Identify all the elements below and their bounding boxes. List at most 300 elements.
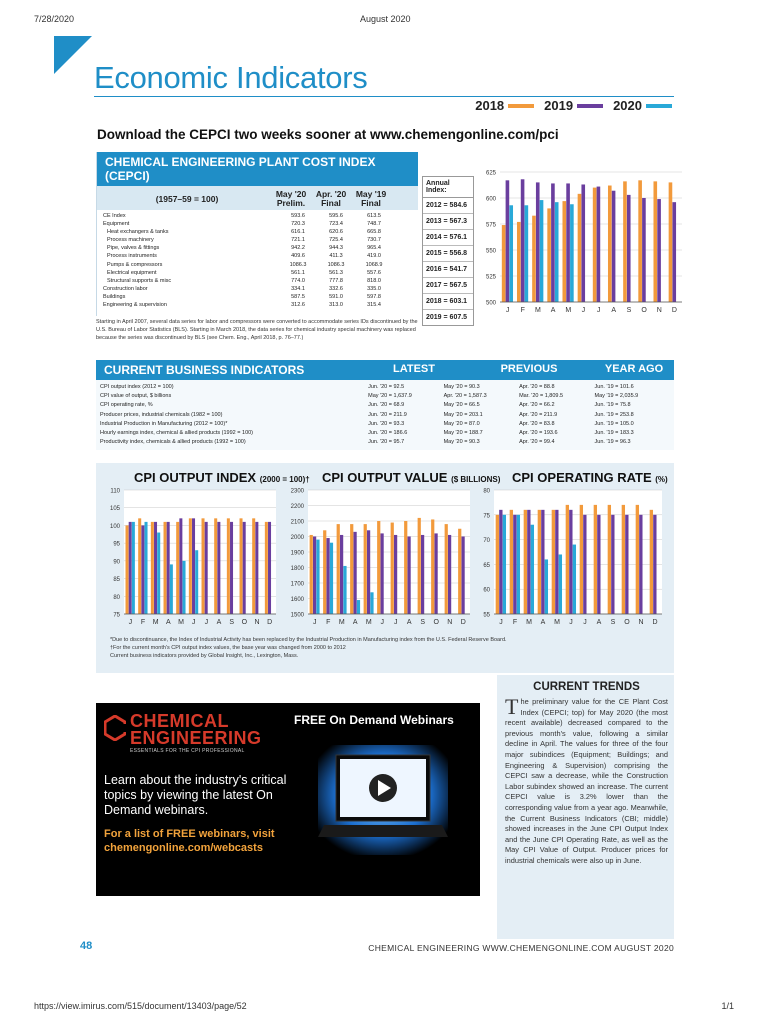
cepci-row-label: Process machinery [107, 237, 154, 244]
legend-item-2020 [613, 98, 672, 113]
cpi-output-value-chart [282, 486, 476, 634]
bar-2018 [524, 510, 527, 614]
bar-2019 [521, 179, 525, 302]
y-tick-label: 80 [483, 488, 490, 495]
x-tick-label: N [447, 619, 453, 626]
legend-swatch-2019 [577, 104, 603, 108]
x-tick-label: A [352, 619, 358, 626]
ad-logo-line2: ENGINEERING [130, 728, 262, 748]
cepci-row-value: 315.4 [367, 302, 381, 309]
cbi-cell-label: CPI operating rate, % [100, 402, 153, 409]
chart-title-output-value [322, 470, 500, 485]
cbi-cell-prev1: May '20 = 203.1 [443, 411, 483, 418]
cepci-row-value: 777.8 [329, 277, 343, 284]
cbi-cell-latest: Jun. '20 = 186.6 [368, 430, 408, 437]
ad-webcasts-link[interactable]: For a list of FREE webinars, visit chemengonline.com/webcasts [104, 828, 275, 854]
bar-2018 [202, 518, 205, 614]
cepci-row-label: Equipment [103, 221, 130, 228]
bar-2018 [580, 505, 583, 614]
bar-2018 [176, 522, 179, 614]
cbi-row [100, 383, 670, 392]
webinar-ad[interactable] [96, 703, 480, 896]
bar-2019 [555, 510, 558, 614]
x-tick-label: D [671, 307, 677, 314]
y-tick-label: 1600 [290, 597, 304, 603]
cepci-row-value: 591.0 [329, 293, 343, 300]
y-tick-label: 85 [113, 577, 120, 584]
bar-2018 [445, 524, 448, 614]
bar-2018 [547, 208, 551, 302]
footnote-3: Current business indicators provided by Global Insight, Inc., Lexington, Mass. [110, 653, 299, 660]
chart-title-output-index [134, 470, 310, 485]
cepci-row-value: 409.6 [291, 253, 305, 260]
cepci-row-label: Process instruments [107, 253, 157, 260]
bar-2020 [370, 592, 373, 614]
trends-body [505, 694, 668, 867]
bar-2019 [639, 515, 642, 614]
x-tick-label: J [596, 307, 601, 314]
cepci-row-value: 730.7 [367, 237, 381, 244]
cepci-row [103, 277, 412, 285]
bar-2020 [503, 515, 506, 614]
annual-index-box [422, 176, 474, 326]
cepci-row-label: Electrical equipment [107, 269, 157, 276]
y-tick-label: 75 [483, 513, 490, 520]
cbi-row [100, 401, 670, 410]
cbi-cell-yago: Jun. '19 = 101.6 [594, 384, 634, 390]
bar-2019 [506, 180, 510, 302]
bar-2020 [330, 543, 333, 614]
bar-2020 [183, 561, 186, 614]
annual-index-item: 2015 = 556.8 [423, 246, 473, 262]
cbi-cell-prev2: Apr. '20 = 66.2 [519, 402, 555, 409]
cbi-footnotes [110, 636, 670, 661]
cepci-row-label: Engineering & supervision [103, 302, 167, 309]
y-tick-label: 65 [483, 562, 490, 569]
download-banner[interactable]: Download the CEPCI two weeks sooner at www.chemengonline.com/pci [97, 127, 559, 142]
cbi-cell-prev1: May '20 = 87.0 [443, 420, 480, 427]
cepci-row-value: 332.6 [329, 285, 343, 292]
bar-2019 [326, 538, 329, 614]
cbi-row [100, 429, 670, 438]
x-tick-label: A [406, 619, 412, 626]
bar-2018 [669, 182, 673, 302]
x-tick-label: J [394, 619, 398, 626]
legend-swatch-2020 [646, 104, 672, 108]
cepci-row-value: 1086.3 [289, 261, 307, 268]
y-tick-label: 60 [483, 587, 490, 594]
bar-2018 [337, 524, 340, 614]
cbi-previous-header: PREVIOUS [500, 363, 558, 375]
cepci-row-value: 313.0 [329, 302, 343, 309]
bar-2019 [653, 515, 656, 614]
bar-2019 [597, 187, 601, 302]
y-tick-label: 550 [485, 248, 496, 255]
y-tick-label: 625 [485, 170, 496, 177]
cepci-row-value: 818.0 [367, 277, 381, 284]
x-tick-label: S [626, 307, 632, 314]
bar-2018 [517, 222, 521, 302]
annual-index-item: 2016 = 541.7 [423, 262, 473, 278]
bar-2018 [623, 181, 627, 302]
cepci-row-label: Pipe, valves & fittings [107, 245, 160, 252]
bar-2018 [227, 518, 230, 614]
bar-2018 [364, 524, 367, 614]
bar-2018 [496, 515, 499, 614]
bar-2018 [638, 180, 642, 302]
bar-2019 [230, 522, 233, 614]
cepci-row [103, 212, 412, 220]
y-tick-label: 1800 [290, 566, 304, 572]
bar-2018 [578, 194, 582, 302]
cbi-cell-prev1: May '20 = 188.7 [443, 430, 483, 437]
bar-2020 [540, 200, 544, 302]
bar-2018 [594, 505, 597, 614]
annual-index-title: Annual Index: [423, 177, 473, 198]
chart-title-operating-rate [512, 470, 668, 485]
y-tick-label: 525 [485, 274, 496, 281]
x-tick-label: F [520, 307, 525, 314]
bar-2019 [461, 537, 464, 615]
bar-2018 [418, 518, 421, 614]
bar-2019 [448, 535, 451, 614]
cbi-cell-label: CPI value of output, $ billions [100, 393, 172, 400]
cbi-cell-prev1: May '20 = 66.5 [443, 402, 480, 409]
current-trends [497, 675, 674, 939]
print-page: 1/1 [721, 1001, 734, 1011]
y-tick-label: 2200 [290, 504, 304, 510]
cbi-rows [96, 380, 674, 450]
cepci-row-value: 312.6 [291, 302, 305, 309]
x-tick-label: M [338, 619, 345, 626]
cbi-cell-yago: Jun. '19 = 105.0 [594, 420, 634, 427]
chart-operating-rate-subtitle: (%) [655, 475, 668, 484]
bar-2019 [380, 533, 383, 614]
trends-text: he preliminary value for the CE Plant Cost Index (CEPCI; top) for May 2020 (the most recent available) decreased compared to the previous month's value, following a similar decline in April. The values for three of the four major subindices (Equipment; Buildings; and Engineering & Supervision) comprising the CEPCI saw a decrease, while the Construction Labor subindex showed an increase. The current CEPCI value is 3.2% lower than the corresponding value from a year ago. Meanwhile, the Current Business Indicators (CBI; middle) showed increases in the June CPI Output Index and the June CPI Operating Rate, as well as the May CPI Value of Output. Producer prices for industrial chemicals were also up in June. [505, 697, 668, 865]
cepci-row-value: 587.5 [291, 293, 305, 300]
bar-2018 [593, 188, 597, 302]
bar-2018 [538, 510, 541, 614]
cepci-row-value: 334.1 [291, 285, 305, 292]
cbi-cell-yago: Jun. '19 = 253.8 [594, 411, 634, 418]
cbi-cell-latest: Jun. '20 = 211.9 [368, 411, 407, 418]
bar-2019 [407, 537, 410, 615]
cepci-row-value: 942.2 [291, 245, 305, 252]
cepci-row [103, 301, 412, 309]
cbi-cell-latest: Jun. '20 = 92.5 [368, 384, 405, 390]
cepci-row-label: Pumps & compressors [107, 261, 163, 268]
bar-2018 [164, 522, 167, 614]
x-tick-label: N [656, 307, 662, 314]
print-url[interactable]: https://view.imirus.com/515/document/13403/page/52 [34, 1001, 247, 1011]
bar-2019 [513, 515, 516, 614]
cbi-cell-yago: Jun. '19 = 75.8 [594, 402, 631, 409]
cepci-row-value: 725.4 [329, 237, 343, 244]
ad-learn-text: Learn about the industry's critical topics by viewing the latest On Demand webinars. [104, 773, 287, 817]
y-tick-label: 90 [113, 559, 120, 566]
cbi-cell-label: Productivity index, chemicals & allied products (1992 = 100) [100, 439, 246, 446]
y-tick-label: 2000 [290, 535, 304, 541]
bar-2019 [421, 535, 424, 614]
bar-2019 [255, 522, 258, 614]
cepci-row-label: Heat exchangers & tanks [107, 229, 169, 236]
footnote-2: †For the current month's CPI output index values, the base year was changed from 2000 to 2012 [110, 645, 346, 652]
bar-2018 [240, 518, 243, 614]
cbi-cell-latest: Jun. '20 = 68.9 [368, 402, 405, 409]
cbi-cell-prev2: Apr. '20 = 193.6 [519, 430, 558, 437]
cbi-row [100, 392, 670, 401]
cepci-row-value: 665.8 [367, 229, 381, 236]
bar-2020 [316, 540, 319, 614]
y-tick-label: 95 [113, 541, 120, 548]
bar-2018 [510, 510, 513, 614]
x-tick-label: M [554, 619, 560, 626]
cepci-row [103, 228, 412, 236]
x-tick-label: D [652, 619, 658, 626]
bar-2018 [265, 522, 268, 614]
bar-2020 [509, 205, 513, 302]
x-tick-label: M [565, 307, 572, 314]
x-tick-label: F [326, 619, 331, 626]
x-tick-label: S [610, 619, 616, 626]
x-tick-label: O [241, 619, 248, 626]
y-tick-label: 75 [113, 612, 120, 619]
bar-2018 [310, 535, 313, 614]
ad-headline: FREE On Demand Webinars [294, 713, 454, 727]
x-tick-label: J [505, 307, 510, 314]
x-tick-label: O [433, 619, 439, 626]
x-tick-label: A [540, 619, 546, 626]
x-tick-label: J [581, 307, 586, 314]
bar-2019 [566, 183, 570, 302]
cepci-row [103, 236, 412, 244]
cbi-row [100, 438, 670, 447]
x-tick-label: D [460, 619, 466, 626]
legend-item-2019 [544, 98, 603, 113]
bar-2019 [243, 522, 246, 614]
x-tick-label: J [128, 619, 133, 626]
x-tick-label: A [216, 619, 222, 626]
bar-2019 [141, 525, 144, 614]
bar-2019 [625, 515, 628, 614]
bar-2019 [313, 537, 316, 615]
bar-2020 [170, 564, 173, 614]
bar-2018 [608, 505, 611, 614]
x-tick-label: J [583, 619, 587, 626]
chart-output-value-title: CPI OUTPUT VALUE [322, 470, 448, 485]
y-tick-label: 1700 [290, 581, 304, 588]
cepci-row-value: 561.1 [291, 269, 305, 276]
bar-2020 [531, 525, 534, 614]
bar-2019 [627, 195, 631, 302]
y-tick-label: 105 [109, 506, 120, 513]
y-tick-label: 100 [109, 523, 120, 530]
bar-2020 [559, 554, 562, 614]
bar-2019 [541, 510, 544, 614]
ad-logo-line1: CHEMICAL [130, 711, 229, 731]
cepci-row [103, 244, 412, 252]
annual-index-item: 2018 = 603.1 [423, 294, 473, 310]
bar-2020 [132, 522, 135, 614]
bar-2018 [636, 505, 639, 614]
bar-2019 [167, 522, 170, 614]
bar-2020 [195, 550, 198, 614]
cepci-row-value: 335.0 [367, 285, 381, 292]
cepci-rows [97, 210, 418, 311]
y-tick-label: 2100 [290, 519, 304, 526]
bar-2019 [192, 518, 195, 614]
cepci-row-label: Construction labor [103, 285, 148, 292]
cepci-table [96, 152, 418, 316]
bar-2020 [145, 522, 148, 614]
x-tick-label: M [526, 619, 532, 626]
cbi-yearago-header: YEAR AGO [604, 363, 664, 375]
cbi-row [100, 420, 670, 429]
cbi-latest-header: LATEST [393, 363, 435, 375]
x-tick-label: J [380, 619, 384, 626]
bar-2018 [323, 530, 326, 614]
cepci-row-value: 593.6 [291, 213, 305, 219]
bar-2018 [377, 521, 380, 614]
cepci-row [103, 220, 412, 228]
bar-2019 [499, 510, 502, 614]
bar-2020 [570, 204, 574, 302]
page-title: Economic Indicators [94, 60, 368, 95]
bar-2019 [597, 515, 600, 614]
bar-2018 [566, 505, 569, 614]
bar-2020 [545, 559, 548, 614]
bar-2018 [653, 181, 657, 302]
page-number: 48 [80, 940, 93, 952]
bar-2020 [525, 205, 529, 302]
cbi-row [100, 411, 670, 420]
cepci-row [103, 252, 412, 260]
cepci-row-value: 616.1 [291, 229, 305, 236]
cepci-col-3: May '19 Final [355, 188, 387, 208]
x-tick-label: J [313, 619, 317, 626]
print-title: August 2020 [360, 14, 411, 24]
x-tick-label: D [267, 619, 273, 626]
cepci-row-label: CE Index [103, 213, 126, 219]
cbi-cell-prev2: Apr. '20 = 88.8 [519, 384, 555, 390]
bar-2018 [608, 186, 612, 302]
x-tick-label: J [499, 619, 503, 626]
cepci-col-2: Apr. '20 Final [315, 188, 347, 208]
bar-2018 [502, 225, 506, 302]
x-tick-label: O [641, 307, 647, 314]
bar-2019 [129, 522, 132, 614]
x-tick-label: F [140, 619, 146, 626]
corner-accent [54, 36, 92, 74]
trends-title: CURRENT TRENDS [533, 681, 640, 693]
legend-label-2020: 2020 [613, 98, 642, 113]
legend-swatch-2018 [508, 104, 534, 108]
bar-2019 [217, 522, 220, 614]
cbi-cell-prev1: Apr. '20 = 1,587.3 [443, 393, 487, 400]
cepci-row-value: 597.8 [367, 293, 381, 300]
cepci-header-row [97, 186, 418, 210]
cepci-row [103, 285, 412, 293]
bar-2019 [642, 198, 646, 302]
cepci-row-value: 723.4 [329, 221, 343, 228]
legend-label-2018: 2018 [475, 98, 505, 113]
bar-2020 [555, 202, 559, 302]
cepci-row-label: Structural supports & misc [107, 277, 172, 284]
cbi-cell-prev2: Mar. '20 = 1,809.5 [519, 393, 564, 400]
y-tick-label: 80 [113, 594, 120, 601]
bar-2019 [340, 535, 343, 614]
bar-2019 [551, 183, 555, 302]
cepci-col-1: May '20 Prelim. [275, 188, 307, 208]
x-tick-label: M [365, 619, 372, 626]
cbi-cell-prev2: Apr. '20 = 211.9 [519, 411, 558, 418]
print-date: 7/28/2020 [34, 14, 75, 24]
x-tick-label: A [611, 307, 617, 314]
cepci-row-value: 944.3 [329, 245, 343, 252]
cpi-output-index-chart [96, 486, 282, 634]
cepci-row [103, 261, 412, 269]
cepci-row-value: 419.0 [367, 253, 381, 260]
trends-dropcap: T [505, 694, 519, 719]
bar-2020 [343, 566, 346, 614]
y-tick-label: 1500 [290, 612, 304, 619]
publication-footer: CHEMICAL ENGINEERING WWW.CHEMENGONLINE.COM AUGUST 2020 [368, 943, 674, 953]
chart-output-index-title: CPI OUTPUT INDEX [134, 470, 257, 485]
cbi-cell-label: CPI output index (2012 = 100) [100, 384, 174, 390]
y-tick-label: 55 [483, 612, 490, 619]
bar-2020 [573, 545, 576, 614]
bar-2019 [394, 535, 397, 614]
cepci-row-value: 965.4 [367, 245, 381, 252]
bar-2019 [657, 199, 661, 302]
cepci-row-value: 561.3 [329, 269, 343, 276]
cbi-table [96, 360, 674, 452]
x-tick-label: J [204, 619, 209, 626]
cepci-row-value: 620.6 [329, 229, 343, 236]
y-tick-label: 500 [485, 300, 496, 307]
y-tick-label: 600 [485, 196, 496, 203]
cepci-row-value: 557.6 [367, 269, 381, 276]
cepci-row-value: 720.3 [291, 221, 305, 228]
cbi-cell-label: Hourly earnings index, chemical & allied products (1992 = 100) [100, 430, 254, 437]
cepci-row-value: 595.6 [329, 213, 343, 219]
cepci-row-value: 411.3 [329, 253, 343, 260]
bar-2018 [552, 510, 555, 614]
cbi-cell-prev2: Apr. '20 = 83.8 [519, 420, 555, 427]
cepci-note: Starting in April 2007, several data series for labor and compressors were converted to accommodate series IDs discontinued by the U.S. Bureau of Labor Statistics (BLS). Starting in March 2018, the data series for chemical industry special machinery was replaced because the series was discontinued by BLS (see Chem. Eng., April 2018, p. 76–77.) [96, 319, 418, 341]
bar-2019 [268, 522, 271, 614]
bar-2018 [214, 518, 217, 614]
cepci-title: CHEMICAL ENGINEERING PLANT COST INDEX (CEPCI) [97, 152, 418, 186]
footnote-1: *Due to discontinuance, the Index of Industrial Activity has been replaced by the Industrial Production in Manufacturing index from the U.S. Federal Reserve Board. [110, 637, 507, 643]
cepci-row [103, 293, 412, 301]
bar-2018 [391, 523, 394, 614]
cbi-cell-latest: May '20 = 1,637.9 [368, 393, 412, 400]
title-rule [94, 96, 674, 97]
cepci-row-value: 1086.3 [327, 261, 345, 268]
annual-index-item: 2014 = 576.1 [423, 230, 473, 246]
legend-label-2019: 2019 [544, 98, 574, 113]
x-tick-label: O [624, 619, 630, 626]
bar-2019 [353, 532, 356, 614]
bar-2019 [179, 518, 182, 614]
y-tick-label: 110 [110, 488, 120, 495]
cepci-row-label: Buildings [103, 293, 126, 300]
bar-2020 [157, 533, 160, 614]
x-tick-label: N [638, 619, 644, 626]
bar-2018 [138, 518, 141, 614]
cepci-row-value: 748.7 [367, 221, 381, 228]
